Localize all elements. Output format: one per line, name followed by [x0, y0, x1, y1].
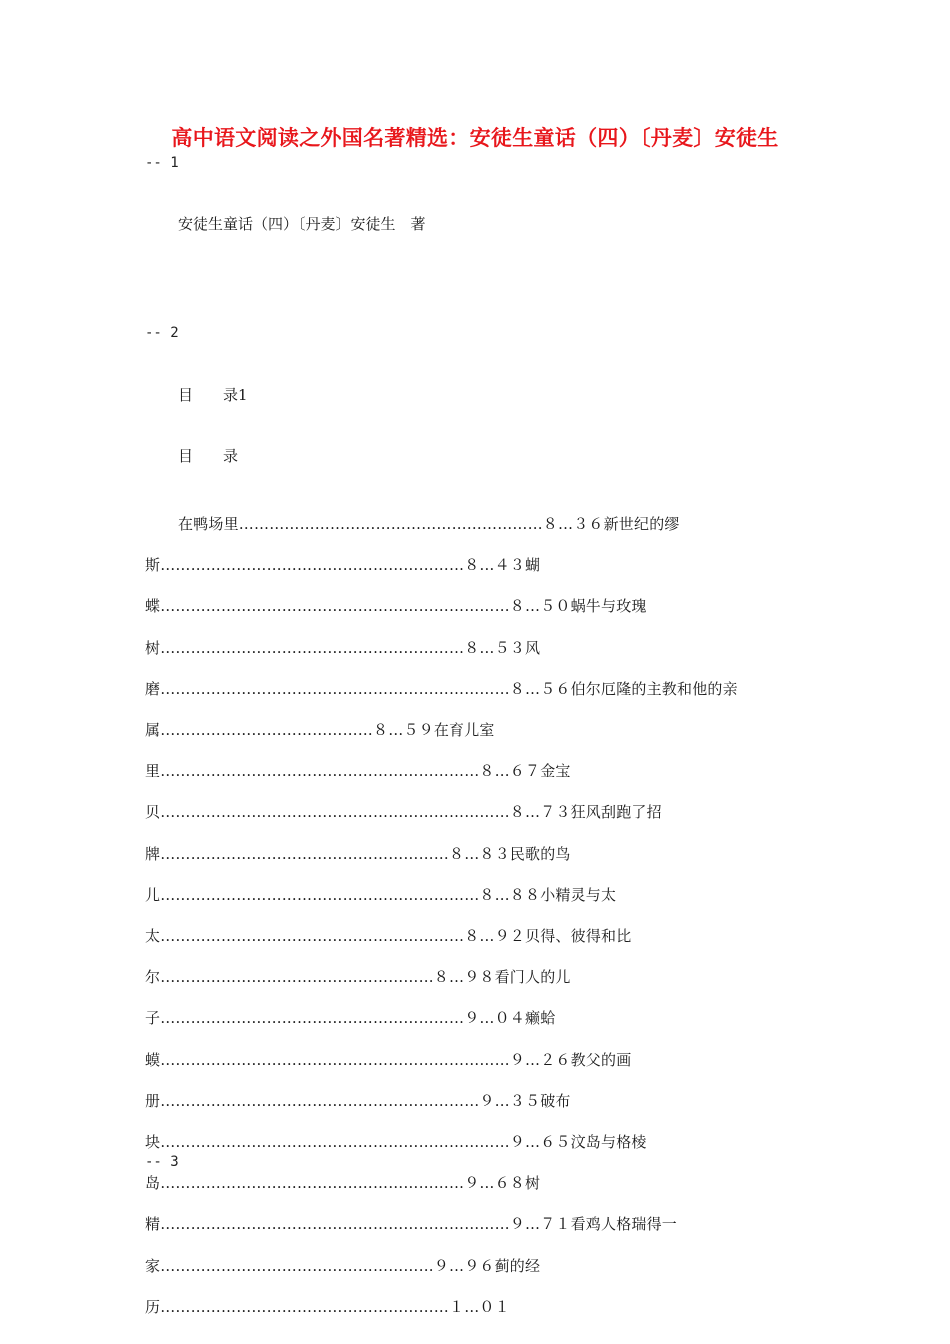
toc-entry: 蝴 蝶……………………………………………………………８…５０ — [145, 556, 571, 616]
toc-entry: 汶岛与格棱岛……………………………………………………９…６８ — [145, 1133, 647, 1193]
book-byline: 安徒生童话（四）〔丹麦〕安徒生 著 — [178, 215, 426, 233]
table-of-contents — [145, 504, 805, 1328]
page-marker-3: -- 3 — [145, 1154, 179, 1170]
toc-entry: 风 磨……………………………………………………………８…５６ — [145, 638, 571, 698]
toc-entry: 蓟的经历…………………………………………………１…０１ — [145, 1256, 541, 1316]
toc-entry: 贝得、彼得和比尔………………………………………………８…９８ — [145, 927, 632, 987]
toc-entry: 破布块……………………………………………………………９…６５ — [145, 1091, 571, 1152]
toc-entry: 看门人的儿子……………………………………………………９…０４ — [145, 968, 571, 1028]
page-marker-1: -- 1 — [145, 155, 179, 171]
toc-heading-2: 目 录 — [178, 447, 239, 465]
toc-entry: 金宝贝……………………………………………………………８…７３ — [145, 762, 571, 822]
page-marker-2: -- 2 — [145, 325, 179, 341]
toc-entry: 看鸡人格瑞得一家………………………………………………９…９６ — [145, 1215, 678, 1275]
toc-entry: 树 精……………………………………………………………９…７１ — [145, 1174, 571, 1234]
toc-entry: 在鸭场里……………………………………………………８…３６ — [178, 515, 604, 533]
toc-entry: 伯尔厄隆的主教和他的亲属……………………………………８…５９ — [145, 679, 738, 740]
toc-entry: 民歌的鸟儿………………………………………………………８…８８ — [145, 844, 571, 904]
toc-entry: 狂风刮跑了招牌…………………………………………………８…８３ — [145, 803, 662, 863]
toc-entry: 教父的画册………………………………………………………９…３５ — [145, 1050, 632, 1110]
document-title: 高中语文阅读之外国名著精选：安徒生童话（四）〔丹麦〕安徒生 — [171, 125, 779, 150]
toc-entry: 小精灵与太太……………………………………………………８…９２ — [145, 885, 617, 946]
toc-entry: 在育儿室里………………………………………………………８…６７ — [145, 721, 541, 781]
toc-entry: 蜗牛与玫瑰树……………………………………………………８…５３ — [145, 597, 647, 657]
toc-heading-1: 目 录1 — [178, 386, 248, 404]
toc-entry: 新世纪的缪斯……………………………………………………８…４３ — [145, 515, 680, 575]
toc-entry: 癞蛤蟆……………………………………………………………９…２６ — [145, 1009, 571, 1069]
